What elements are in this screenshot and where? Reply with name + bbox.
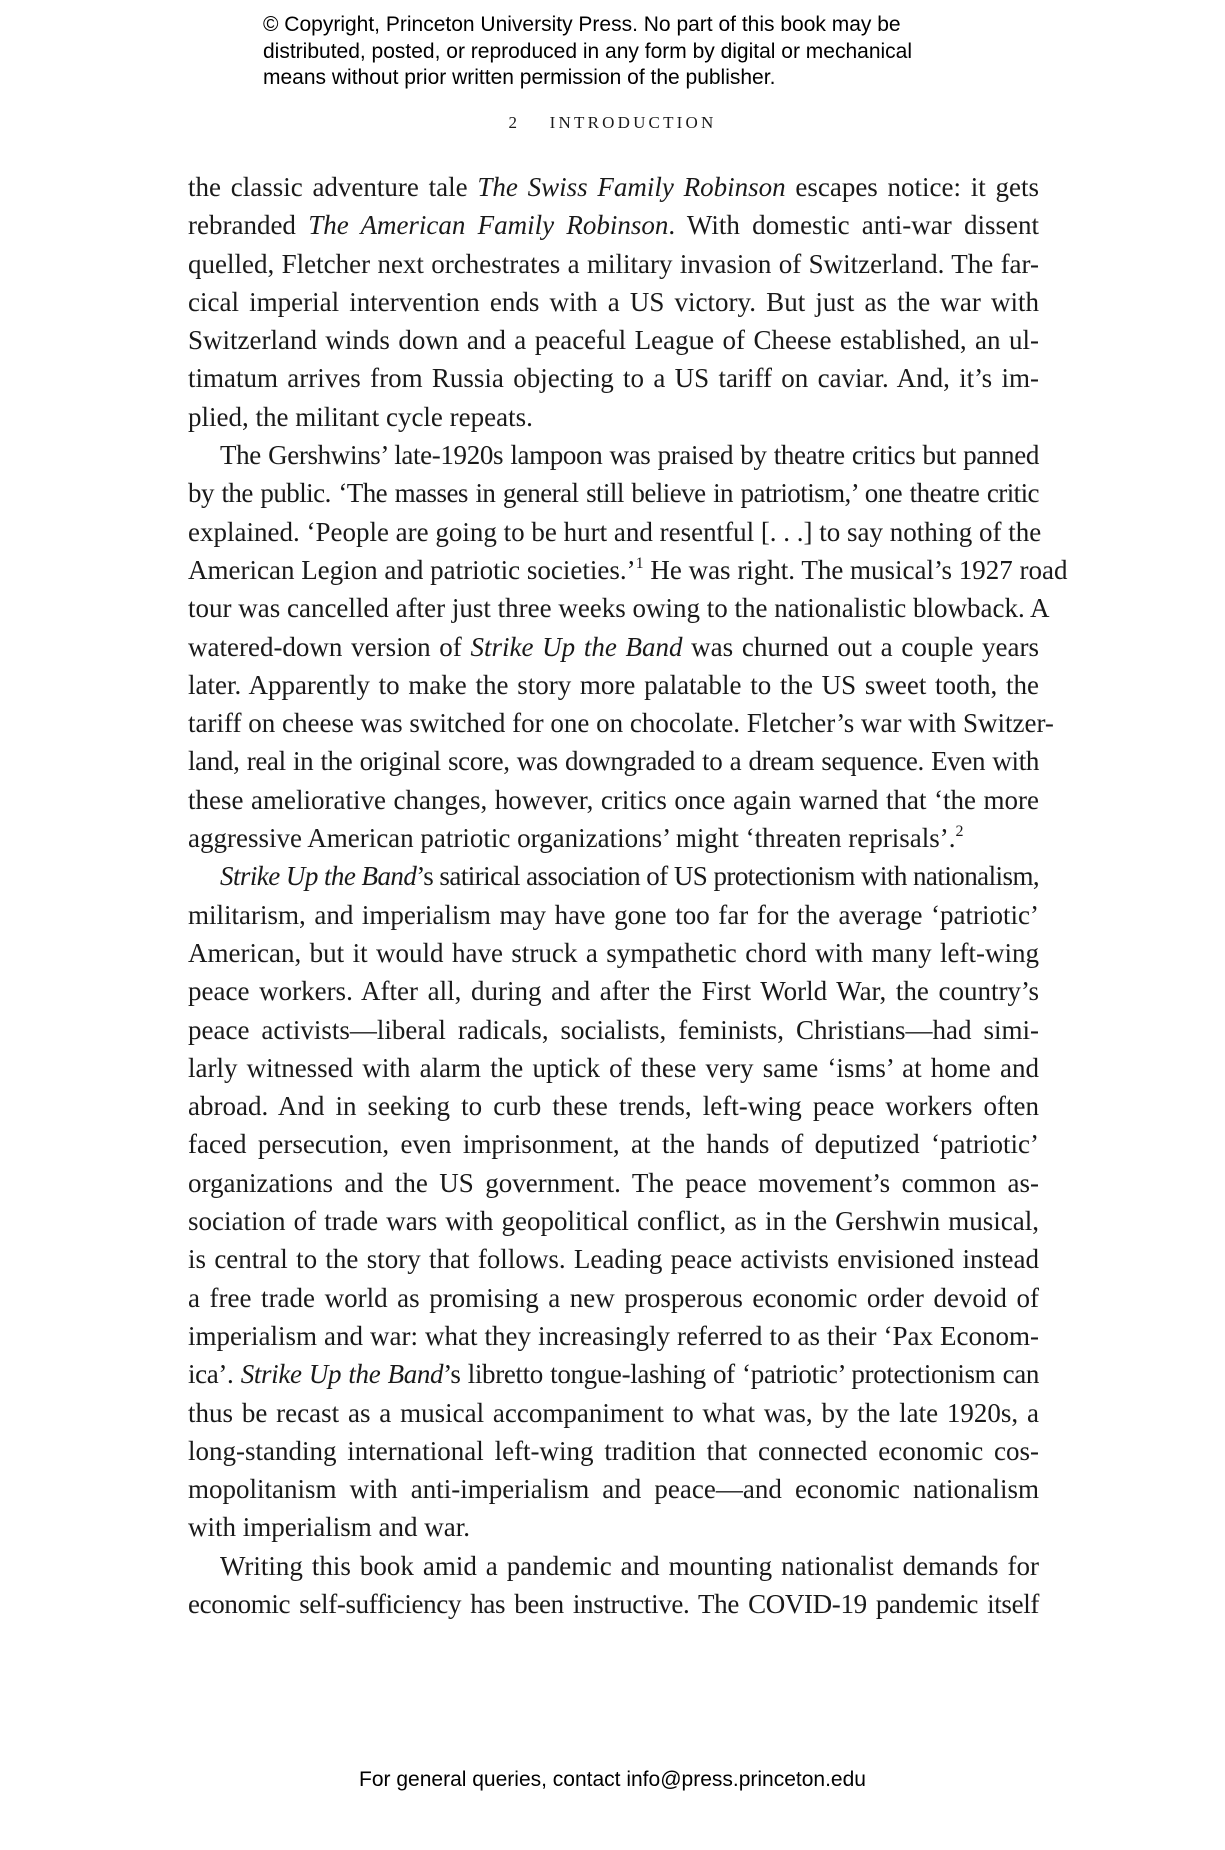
footer-contact: For general queries, contact info@press.princeton.edu <box>359 1768 866 1791</box>
text-line: rebranded The American Family Robinson. With domestic anti-war dissent <box>188 210 1039 241</box>
copyright-line: © Copyright, Princeton University Press. No part of this book may be <box>263 13 901 36</box>
text-line: ica’. Strike Up the Band’s libretto tongue-lashing of ‘patriotic’ protectionism can <box>188 1359 1039 1390</box>
text-line: sociation of trade wars with geopolitical conflict, as in the Gershwin musical, <box>188 1206 1039 1237</box>
text-line: economic self-sufficiency has been instructive. The COVID-19 pandemic itself <box>188 1588 1039 1619</box>
text-line: faced persecution, even imprisonment, at the hands of deputized ‘patriotic’ <box>188 1129 1039 1160</box>
text-line: explained. ‘People are going to be hurt and resentful [. . .] to say nothing of the <box>188 516 1042 547</box>
book-title: Strike Up the Band <box>240 1359 444 1390</box>
text-line: American Legion and patriotic societies.’$^1$ He was right. The musical’s 1927 road <box>188 554 1068 585</box>
text-line: mopolitanism with anti-imperialism and peace—and economic nationalism <box>188 1474 1039 1505</box>
text-line: later. Apparently to make the story more palatable to the US sweet tooth, the <box>188 669 1039 700</box>
text-line: abroad. And in seeking to curb these trends, left-wing peace workers often <box>188 1091 1039 1122</box>
text-line: aggressive American patriotic organizations’ might ‘threaten reprisals’.$^2$ <box>188 823 964 854</box>
text-line: peace activists—liberal radicals, socialists, feminists, Christians—had simi- <box>188 1014 1039 1045</box>
text-line: long-standing international left-wing tradition that connected economic cos- <box>188 1435 1039 1466</box>
book-title: Strike Up the Band <box>220 861 417 892</box>
text-line: organizations and the US government. The peace movement’s common as- <box>188 1167 1039 1198</box>
copyright-line: means without prior written permission of the publisher. <box>263 66 776 89</box>
text-line: quelled, Fletcher next orchestrates a military invasion of Switzerland. The far- <box>188 248 1039 279</box>
body-text <box>188 168 1068 1623</box>
text-line: land, real in the original score, was downgraded to a dream sequence. Even with <box>188 746 1039 777</box>
text-line: a free trade world as promising a new prosperous economic order devoid of <box>188 1282 1039 1313</box>
footnote-marker: 1 <box>635 554 644 572</box>
text-line: the classic adventure tale The Swiss Family Robinson escapes notice: it gets <box>188 172 1040 202</box>
text-line: Writing this book amid a pandemic and mounting nationalist demands for <box>220 1550 1039 1581</box>
text-line: tour was cancelled after just three weeks owing to the nationalistic blowback. A <box>188 593 1050 624</box>
text-line: Strike Up the Band’s satirical association of US protectionism with nationalism, <box>220 861 1040 892</box>
text-line: peace workers. After all, during and after the First World War, the country’s <box>188 976 1039 1007</box>
text-line: thus be recast as a musical accompaniment to what was, by the late 1920s, a <box>188 1397 1039 1428</box>
text-line: timatum arrives from Russia objecting to a US tariff on caviar. And, it’s im- <box>188 363 1039 394</box>
text-line: tariff on cheese was switched for one on chocolate. Fletcher’s war with Switzer- <box>188 708 1054 739</box>
text-line: larly witnessed with alarm the uptick of these very same ‘isms’ at home and <box>188 1052 1039 1083</box>
footnote-marker: 2 <box>955 823 964 841</box>
text-line: watered-down version of Strike Up the Band was churned out a couple years <box>188 631 1039 662</box>
text-line: American, but it would have struck a sympathetic chord with many left-wing <box>188 937 1039 968</box>
copyright-notice <box>263 12 983 92</box>
page-number: 2 <box>508 113 521 132</box>
text-line: militarism, and imperialism may have gone too far for the average ‘patriotic’ <box>188 899 1039 930</box>
text-line: is central to the story that follows. Leading peace activists envisioned instead <box>188 1244 1039 1275</box>
text-line: by the public. ‘The masses in general still believe in patriotism,’ one theatre critic <box>188 478 1039 509</box>
text-line: The Gershwins’ late-1920s lampoon was praised by theatre critics but panned <box>220 440 1039 471</box>
running-head <box>0 113 1225 133</box>
book-title: The American Family Robinson <box>308 210 669 241</box>
text-line: cical imperial intervention ends with a US victory. But just as the war with <box>188 286 1039 317</box>
section-title: INTRODUCTION <box>549 113 717 132</box>
copyright-line: distributed, posted, or reproduced in any form by digital or mechanical <box>263 39 913 63</box>
text-line: plied, the militant cycle repeats. <box>188 401 533 432</box>
book-title: Strike Up the Band <box>470 631 683 662</box>
text-line: these ameliorative changes, however, critics once again warned that ‘the more <box>188 784 1039 815</box>
text-line: Switzerland winds down and a peaceful League of Cheese established, an ul- <box>188 325 1039 356</box>
text-line: with imperialism and war. <box>188 1512 470 1543</box>
book-title: The Swiss Family Robinson <box>477 172 786 202</box>
text-line: imperialism and war: what they increasingly referred to as their ‘Pax Econom- <box>188 1320 1039 1351</box>
